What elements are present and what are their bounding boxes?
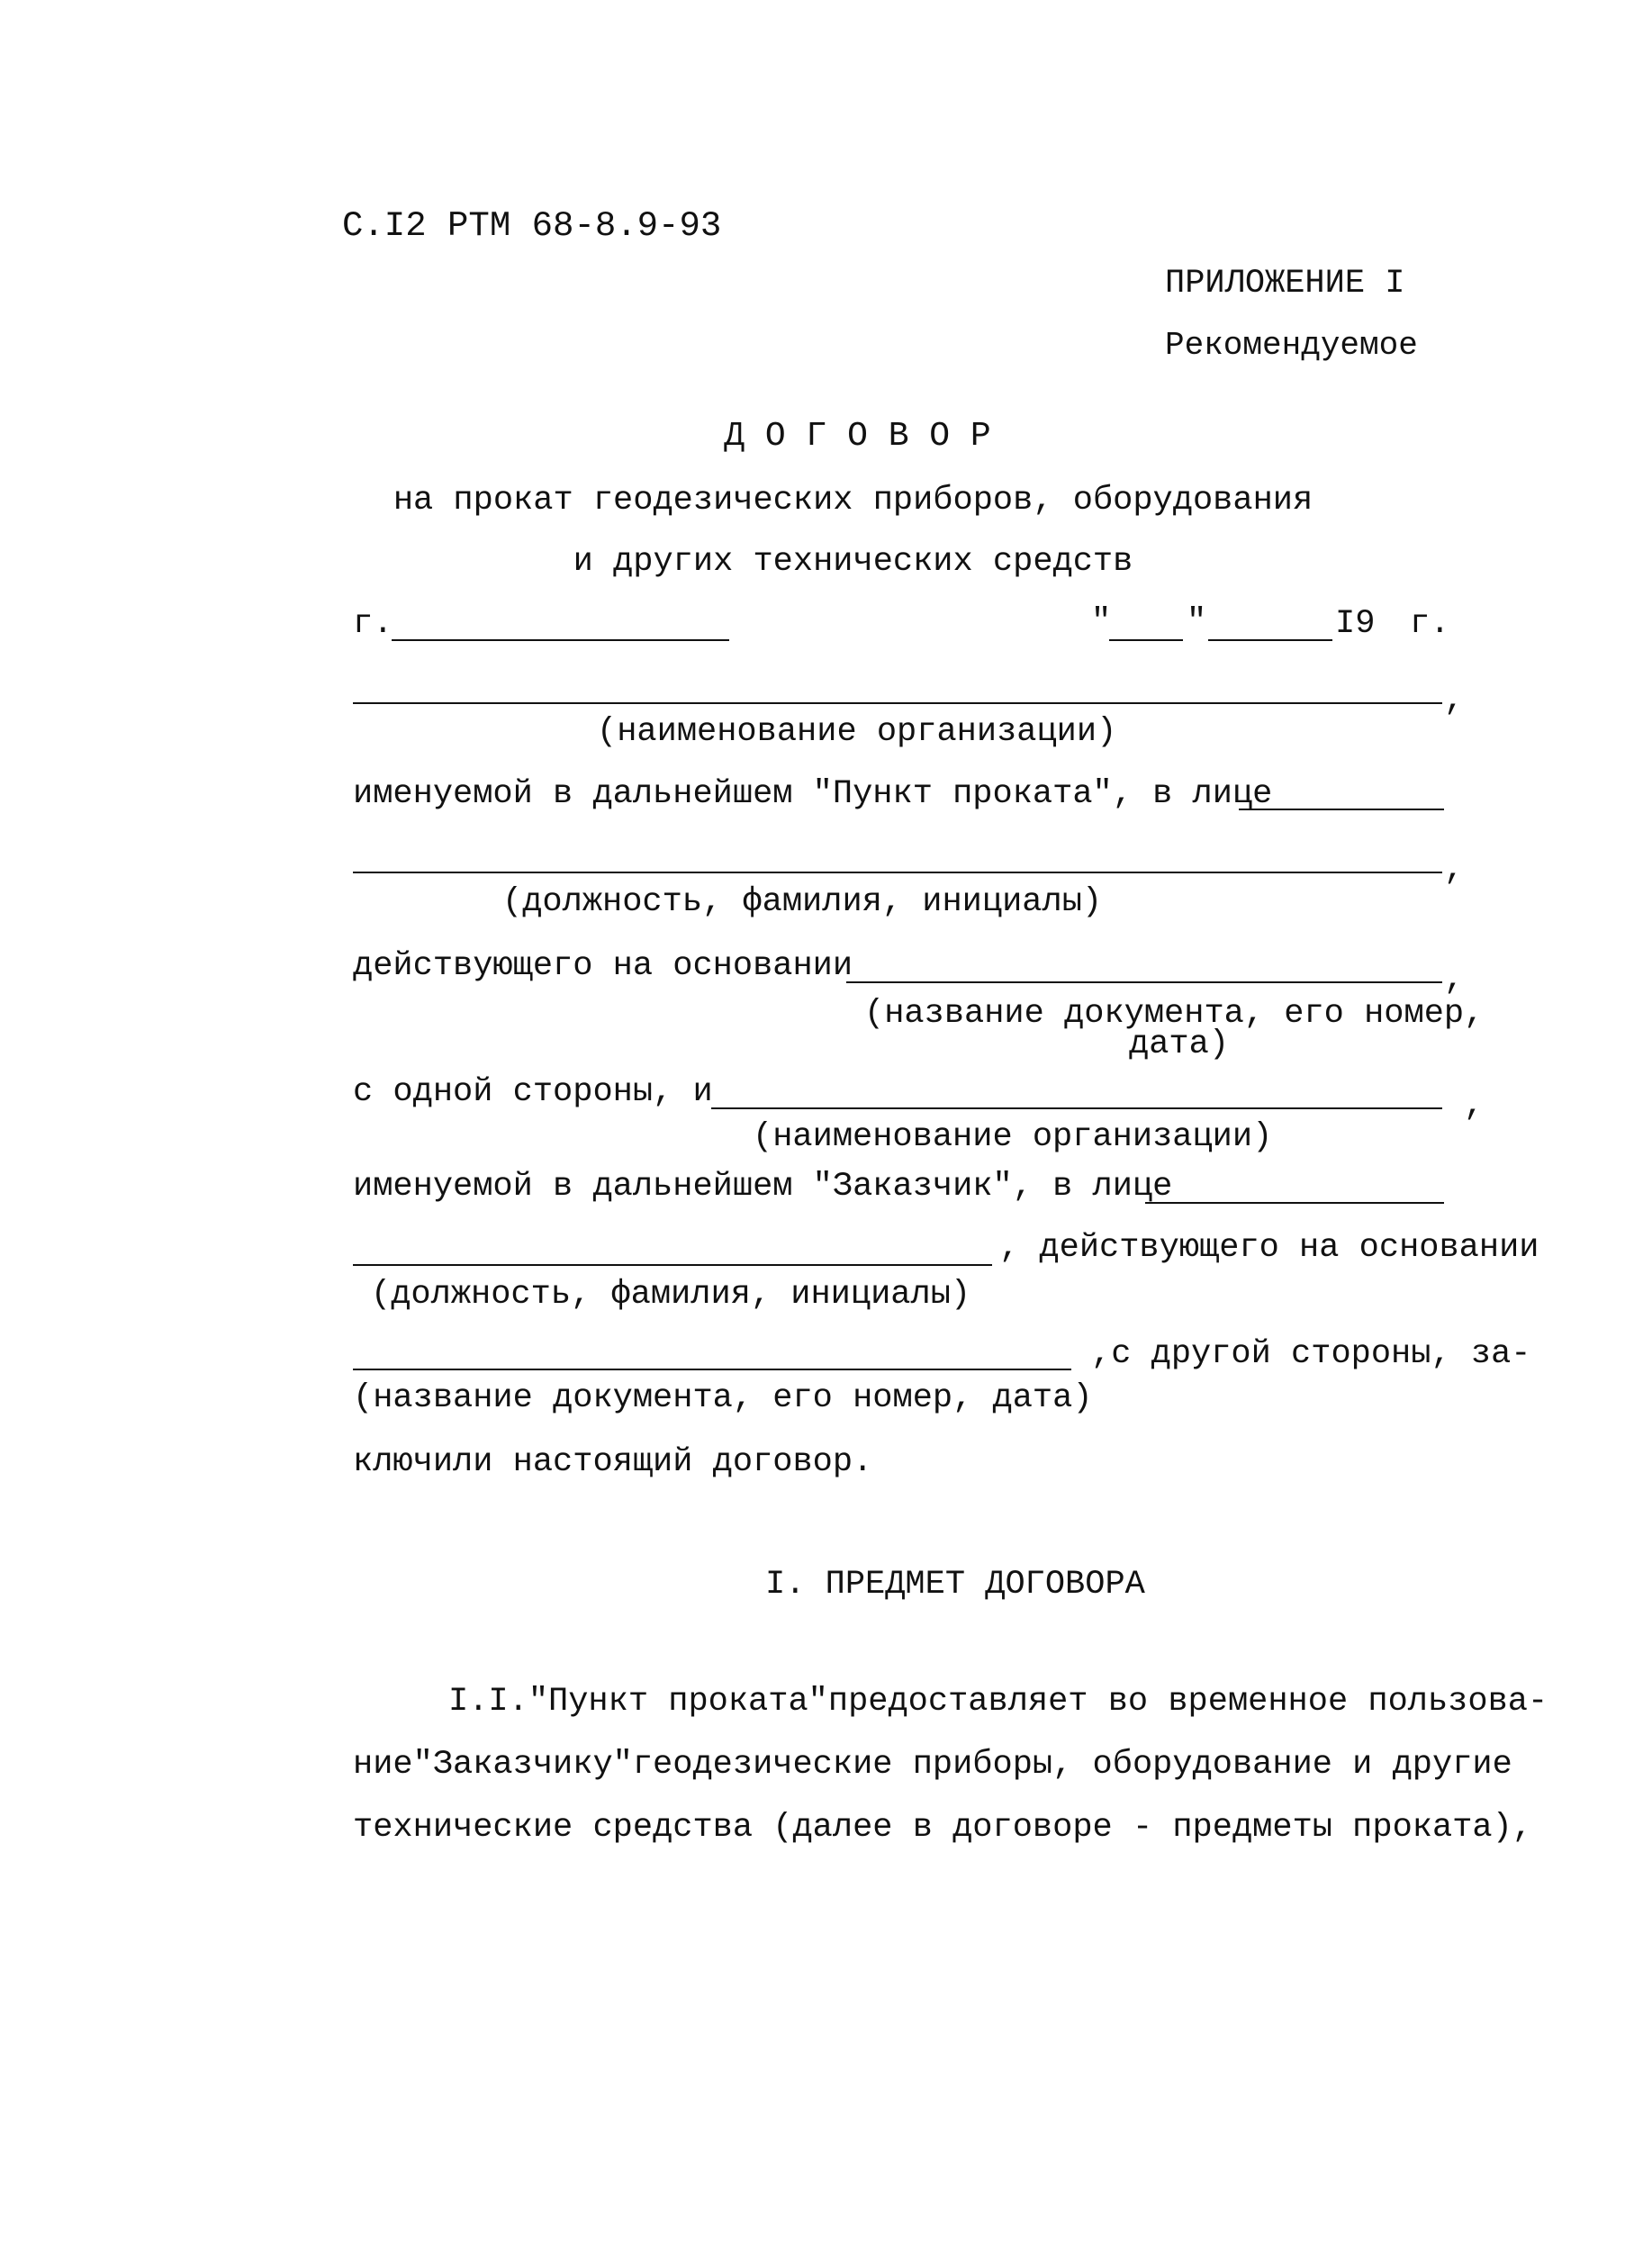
text-acting-basis-2: , действующего на основании <box>999 1229 1539 1267</box>
appendix-label: ПРИЛОЖЕНИЕ I <box>1165 265 1405 303</box>
section-heading: I. ПРЕДМЕТ ДОГОВОРА <box>765 1566 1145 1604</box>
city-field[interactable] <box>392 639 729 641</box>
comma: , <box>1444 961 1465 998</box>
customer-representative-field[interactable] <box>1145 1202 1444 1204</box>
customer-position-name-field[interactable] <box>353 1264 992 1266</box>
document-subtitle-line-2: и других технических средств <box>573 543 1133 581</box>
text-other-side: ,с другой стороны, за- <box>1091 1335 1531 1373</box>
caption-position-name-2: (должность, фамилия, инициалы) <box>371 1276 971 1314</box>
rental-representative-field[interactable] <box>1239 809 1444 810</box>
customer-basis-document-field[interactable] <box>353 1369 1071 1370</box>
page-reference: С.I2 РТМ 68-8.9-93 <box>342 206 722 246</box>
date-quote-open: " <box>1091 603 1112 641</box>
year-suffix: г. <box>1410 605 1450 643</box>
text-acting-basis: действующего на основании <box>353 947 853 985</box>
caption-organization-name-2: (наименование организации) <box>753 1118 1273 1156</box>
paragraph-line-3: технические средства (далее в договоре - предметы проката), <box>353 1809 1533 1847</box>
comma: , <box>1464 1087 1485 1125</box>
paragraph-line-1: I.I."Пункт проката"предоставляет во временное пользова- <box>448 1683 1548 1721</box>
rental-basis-document-field[interactable] <box>846 981 1442 983</box>
month-field[interactable] <box>1208 639 1332 641</box>
comma: , <box>1444 682 1465 719</box>
text-one-side: с одной стороны, и <box>353 1073 713 1111</box>
organization-name-field[interactable] <box>353 702 1442 704</box>
comma: , <box>1444 851 1465 889</box>
day-field[interactable] <box>1109 639 1183 641</box>
year-prefix: I9 <box>1335 605 1376 643</box>
date-quote-close: " <box>1187 603 1207 641</box>
caption-position-name: (должность, фамилия, инициалы) <box>502 883 1103 921</box>
text-named-rental-point: именуемой в дальнейшем "Пункт проката", в лице <box>353 775 1273 813</box>
caption-organization-name: (наименование организации) <box>597 713 1117 751</box>
appendix-status: Рекомендуемое <box>1165 327 1418 364</box>
caption-document-line-1: (название документа, его номер, <box>864 995 1485 1033</box>
city-label: г. <box>353 605 393 643</box>
caption-document-line-2: дата) <box>1129 1026 1230 1063</box>
text-named-customer: именуемой в дальнейшем "Заказчик", в лице <box>353 1168 1173 1206</box>
rental-position-name-field[interactable] <box>353 872 1442 873</box>
customer-organization-field[interactable] <box>711 1107 1442 1109</box>
text-concluded: ключили настоящий договор. <box>353 1443 873 1481</box>
document-title: Д О Г О В О Р <box>724 417 991 456</box>
paragraph-line-2: ние"Заказчику"геодезические приборы, оборудование и другие <box>353 1746 1512 1784</box>
caption-document-2: (название документа, его номер, дата) <box>353 1379 1093 1417</box>
document-subtitle-line-1: на прокат геодезических приборов, оборудования <box>393 482 1313 520</box>
